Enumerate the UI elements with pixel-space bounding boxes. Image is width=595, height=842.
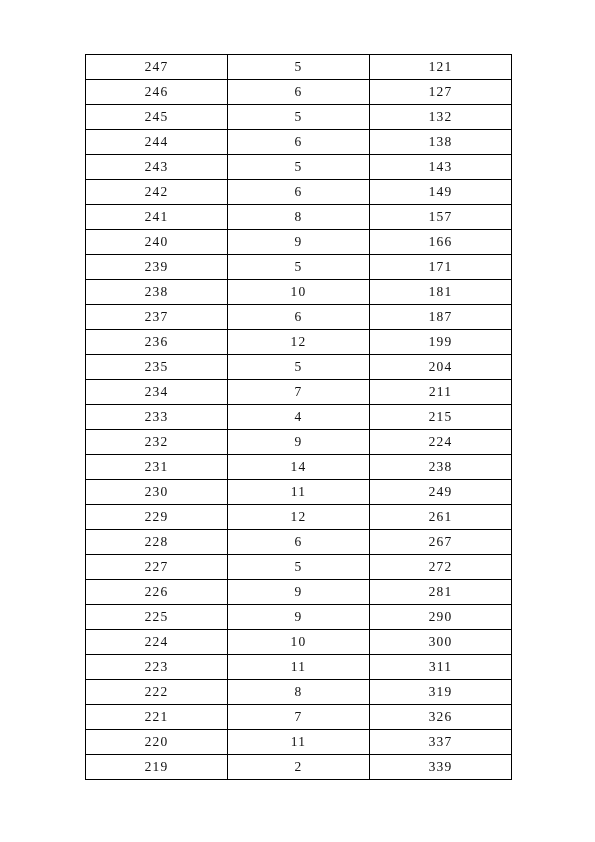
score-cell: 220 xyxy=(86,730,228,755)
count-cell: 8 xyxy=(228,205,370,230)
table-row xyxy=(86,355,512,380)
cumulative-cell: 238 xyxy=(370,455,512,480)
table-row xyxy=(86,705,512,730)
score-cell: 235 xyxy=(86,355,228,380)
score-cell: 241 xyxy=(86,205,228,230)
count-cell: 12 xyxy=(228,330,370,355)
cumulative-cell: 337 xyxy=(370,730,512,755)
count-cell: 11 xyxy=(228,655,370,680)
score-cell: 226 xyxy=(86,580,228,605)
score-table-body xyxy=(86,55,512,780)
table-row xyxy=(86,205,512,230)
score-cell: 242 xyxy=(86,180,228,205)
score-cell: 244 xyxy=(86,130,228,155)
score-cell: 228 xyxy=(86,530,228,555)
count-cell: 10 xyxy=(228,630,370,655)
cumulative-cell: 171 xyxy=(370,255,512,280)
score-cell: 229 xyxy=(86,505,228,530)
table-row xyxy=(86,105,512,130)
cumulative-cell: 149 xyxy=(370,180,512,205)
count-cell: 14 xyxy=(228,455,370,480)
cumulative-cell: 132 xyxy=(370,105,512,130)
score-cell: 246 xyxy=(86,80,228,105)
cumulative-cell: 224 xyxy=(370,430,512,455)
score-cell: 225 xyxy=(86,605,228,630)
cumulative-cell: 138 xyxy=(370,130,512,155)
score-cell: 236 xyxy=(86,330,228,355)
table-row xyxy=(86,480,512,505)
cumulative-cell: 127 xyxy=(370,80,512,105)
count-cell: 5 xyxy=(228,255,370,280)
score-cell: 233 xyxy=(86,405,228,430)
table-row xyxy=(86,430,512,455)
count-cell: 5 xyxy=(228,155,370,180)
table-row xyxy=(86,380,512,405)
table-row xyxy=(86,155,512,180)
cumulative-cell: 300 xyxy=(370,630,512,655)
table-row xyxy=(86,305,512,330)
score-table xyxy=(85,54,512,780)
cumulative-cell: 143 xyxy=(370,155,512,180)
table-row xyxy=(86,655,512,680)
count-cell: 6 xyxy=(228,180,370,205)
score-cell: 245 xyxy=(86,105,228,130)
cumulative-cell: 339 xyxy=(370,755,512,780)
count-cell: 8 xyxy=(228,680,370,705)
table-row xyxy=(86,505,512,530)
cumulative-cell: 319 xyxy=(370,680,512,705)
table-row xyxy=(86,230,512,255)
cumulative-cell: 199 xyxy=(370,330,512,355)
table-row xyxy=(86,455,512,480)
cumulative-cell: 204 xyxy=(370,355,512,380)
table-row xyxy=(86,330,512,355)
score-cell: 232 xyxy=(86,430,228,455)
table-row xyxy=(86,80,512,105)
score-cell: 243 xyxy=(86,155,228,180)
score-cell: 238 xyxy=(86,280,228,305)
table-row xyxy=(86,530,512,555)
count-cell: 9 xyxy=(228,605,370,630)
cumulative-cell: 181 xyxy=(370,280,512,305)
cumulative-cell: 326 xyxy=(370,705,512,730)
count-cell: 6 xyxy=(228,530,370,555)
score-cell: 227 xyxy=(86,555,228,580)
cumulative-cell: 215 xyxy=(370,405,512,430)
count-cell: 12 xyxy=(228,505,370,530)
table-row xyxy=(86,580,512,605)
score-cell: 221 xyxy=(86,705,228,730)
count-cell: 11 xyxy=(228,730,370,755)
table-row xyxy=(86,255,512,280)
score-cell: 239 xyxy=(86,255,228,280)
cumulative-cell: 249 xyxy=(370,480,512,505)
cumulative-cell: 281 xyxy=(370,580,512,605)
score-cell: 237 xyxy=(86,305,228,330)
table-row xyxy=(86,180,512,205)
table-row xyxy=(86,130,512,155)
score-cell: 247 xyxy=(86,55,228,80)
cumulative-cell: 272 xyxy=(370,555,512,580)
count-cell: 5 xyxy=(228,55,370,80)
count-cell: 10 xyxy=(228,280,370,305)
table-row xyxy=(86,730,512,755)
count-cell: 6 xyxy=(228,305,370,330)
count-cell: 9 xyxy=(228,230,370,255)
table-row xyxy=(86,630,512,655)
table-row xyxy=(86,555,512,580)
score-cell: 224 xyxy=(86,630,228,655)
score-cell: 240 xyxy=(86,230,228,255)
count-cell: 5 xyxy=(228,555,370,580)
cumulative-cell: 261 xyxy=(370,505,512,530)
score-cell: 234 xyxy=(86,380,228,405)
table-row xyxy=(86,605,512,630)
cumulative-cell: 157 xyxy=(370,205,512,230)
cumulative-cell: 187 xyxy=(370,305,512,330)
score-cell: 223 xyxy=(86,655,228,680)
table-row xyxy=(86,680,512,705)
count-cell: 6 xyxy=(228,130,370,155)
table-row xyxy=(86,755,512,780)
cumulative-cell: 166 xyxy=(370,230,512,255)
count-cell: 2 xyxy=(228,755,370,780)
cumulative-cell: 267 xyxy=(370,530,512,555)
count-cell: 5 xyxy=(228,105,370,130)
count-cell: 5 xyxy=(228,355,370,380)
cumulative-cell: 290 xyxy=(370,605,512,630)
table-row xyxy=(86,405,512,430)
score-cell: 231 xyxy=(86,455,228,480)
count-cell: 4 xyxy=(228,405,370,430)
cumulative-cell: 121 xyxy=(370,55,512,80)
cumulative-cell: 311 xyxy=(370,655,512,680)
count-cell: 7 xyxy=(228,380,370,405)
score-cell: 219 xyxy=(86,755,228,780)
count-cell: 6 xyxy=(228,80,370,105)
cumulative-cell: 211 xyxy=(370,380,512,405)
count-cell: 7 xyxy=(228,705,370,730)
score-cell: 222 xyxy=(86,680,228,705)
count-cell: 9 xyxy=(228,430,370,455)
table-row xyxy=(86,55,512,80)
count-cell: 11 xyxy=(228,480,370,505)
table-row xyxy=(86,280,512,305)
count-cell: 9 xyxy=(228,580,370,605)
score-cell: 230 xyxy=(86,480,228,505)
